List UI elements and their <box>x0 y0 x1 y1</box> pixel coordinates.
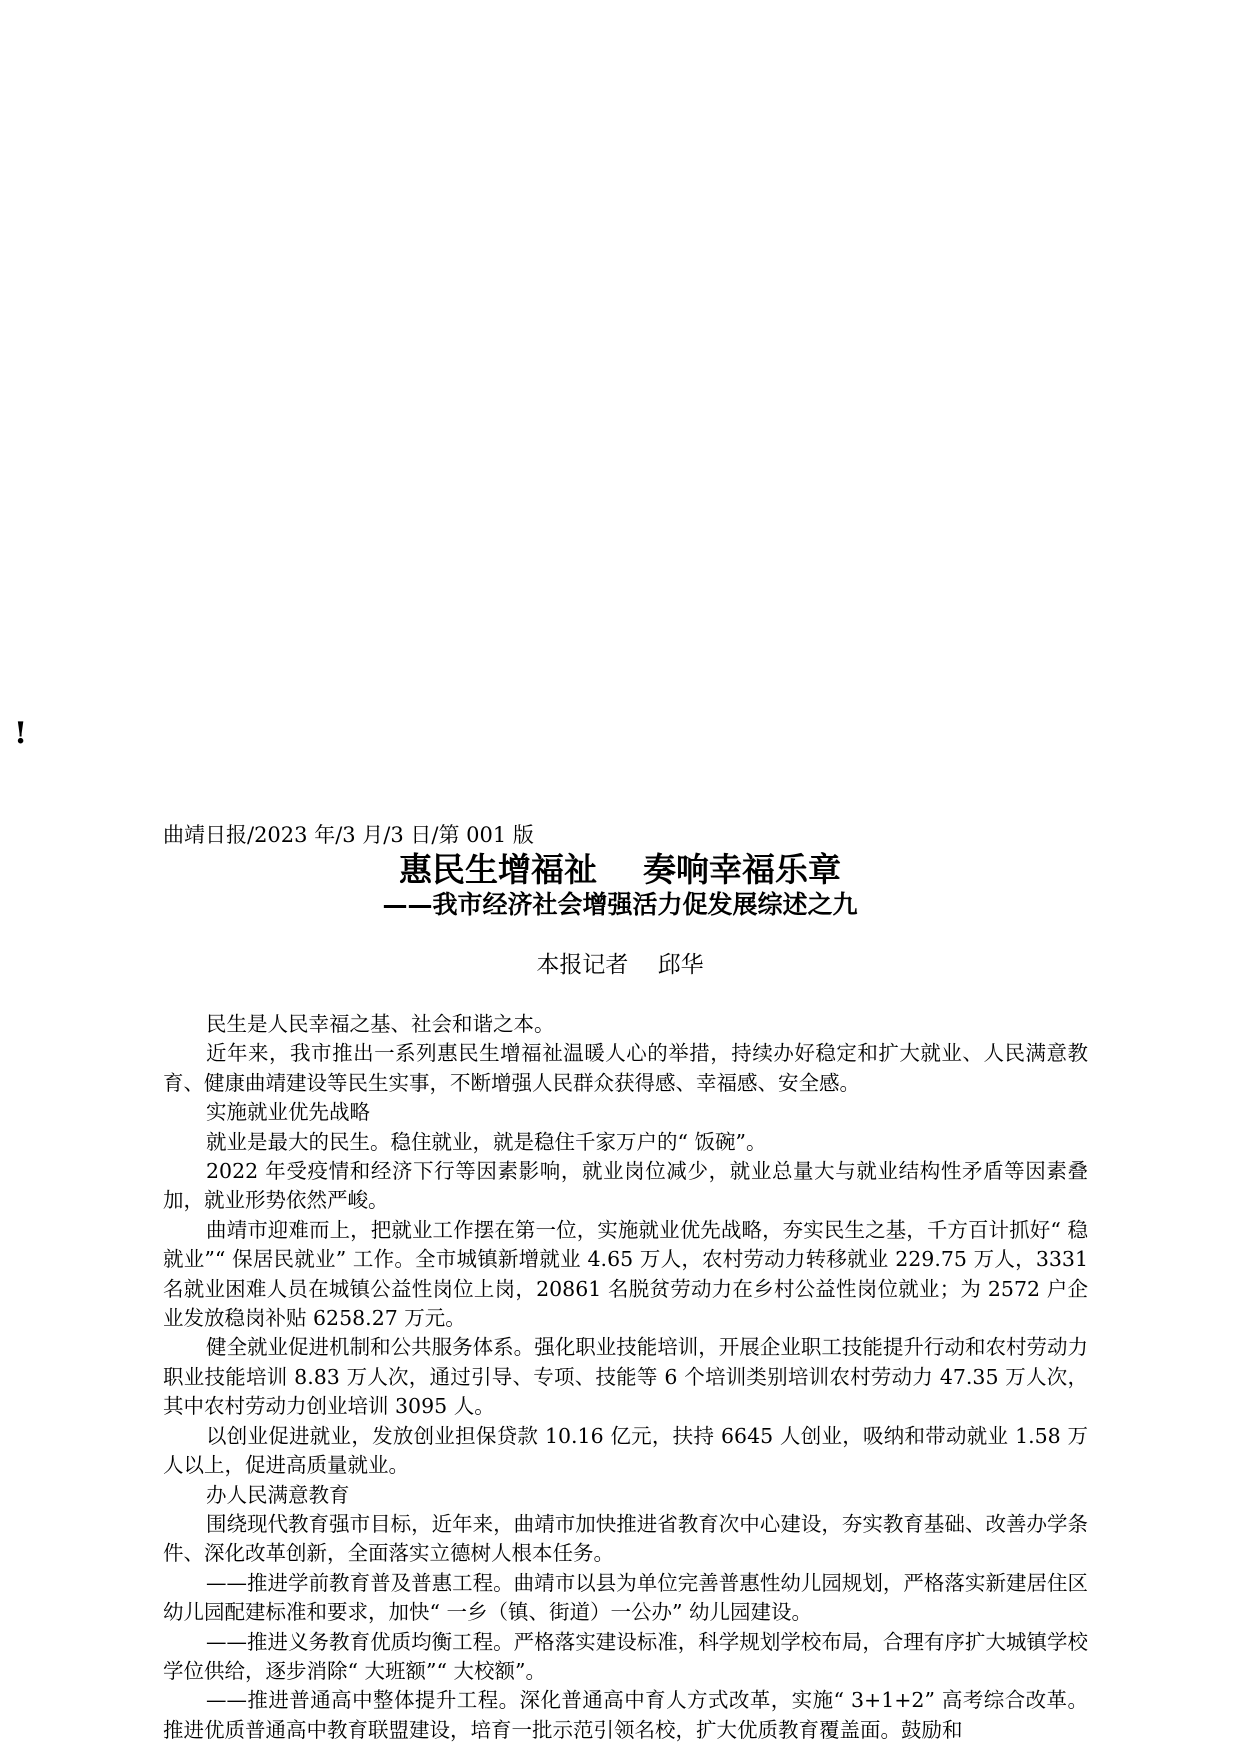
byline: 本报记者 邱华 <box>536 952 704 978</box>
article-body <box>163 1010 1088 1745</box>
exclamation-mark: ! <box>14 716 28 751</box>
paragraph: 近年来，我市推出一系列惠民生增福祉温暖人心的举措，持续办好稳定和扩大就业、人民满意教育、健康曲靖建设等民生实事，不断增强人民群众获得感、幸福感、安全感。 <box>163 1041 1088 1095</box>
section-heading-employment: 实施就业优先战略 <box>206 1100 370 1125</box>
paragraph: 民生是人民幸福之基、社会和谐之本。 <box>206 1012 555 1036</box>
section-heading-education: 办人民满意教育 <box>206 1482 350 1507</box>
paragraph: ——推进普通高中整体提升工程。深化普通高中育人方式改革，实施“ 3+1+2” 高考综合改革。推进优质普通高中教育联盟建设，培育一批示范引领名校，扩大优质教育覆盖面。鼓励和 <box>163 1688 1088 1742</box>
paragraph: 曲靖市迎难而上，把就业工作摆在第一位，实施就业优先战略，夯实民生之基，千方百计抓好“ 稳就业”“ 保居民就业” 工作。全市城镇新增就业 4.65 万人，农村劳动力转移就业 229.75 万人，3331 名就业困难人员在城镇公益性岗位上岗，20861 名脱贫劳动力在乡村公益性岗位就业；为 2572 户企业发放稳岗补贴 6258.27 万元。 <box>163 1217 1088 1331</box>
source-line: 曲靖日报/2023 年/3 月/3 日/第 001 版 <box>163 823 534 847</box>
paragraph: 围绕现代教育强市目标，近年来，曲靖市加快推进省教育次中心建设，夯实教育基础、改善办学条件、深化改革创新，全面落实立德树人根本任务。 <box>163 1511 1088 1566</box>
headline: 惠民生增福祉 奏响幸福乐章 <box>399 850 841 889</box>
paragraph: 以创业促进就业，发放创业担保贷款 10.16 亿元，扶持 6645 人创业，吸纳和带动就业 1.58 万人以上，促进高质量就业。 <box>163 1423 1088 1478</box>
paragraph: 健全就业促进机制和公共服务体系。强化职业技能培训，开展企业职工技能提升行动和农村劳动力职业技能培训 8.83 万人次，通过引导、专项、技能等 6 个培训类别培训农村劳动力 47.35 万人次，其中农村劳动力创业培训 3095 人。 <box>163 1335 1088 1419</box>
paragraph: ——推进义务教育优质均衡工程。严格落实建设标准，科学规划学校布局，合理有序扩大城镇学校学位供给，逐步消除“ 大班额”“ 大校额”。 <box>163 1629 1088 1683</box>
subheadline: ——我市经济社会增强活力促发展综述之九 <box>382 890 858 919</box>
paragraph: 就业是最大的民生。稳住就业，就是稳住千家万户的“ 饭碗”。 <box>206 1129 767 1154</box>
paragraph: ——推进学前教育普及普惠工程。曲靖市以县为单位完善普惠性幼儿园规划，严格落实新建居住区幼儿园配建标准和要求，加快“ 一乡（镇、街道）一公办” 幼儿园建设。 <box>163 1570 1088 1625</box>
paragraph: 2022 年受疫情和经济下行等因素影响，就业岗位减少，就业总量大与就业结构性矛盾等因素叠加，就业形势依然严峻。 <box>163 1159 1088 1213</box>
